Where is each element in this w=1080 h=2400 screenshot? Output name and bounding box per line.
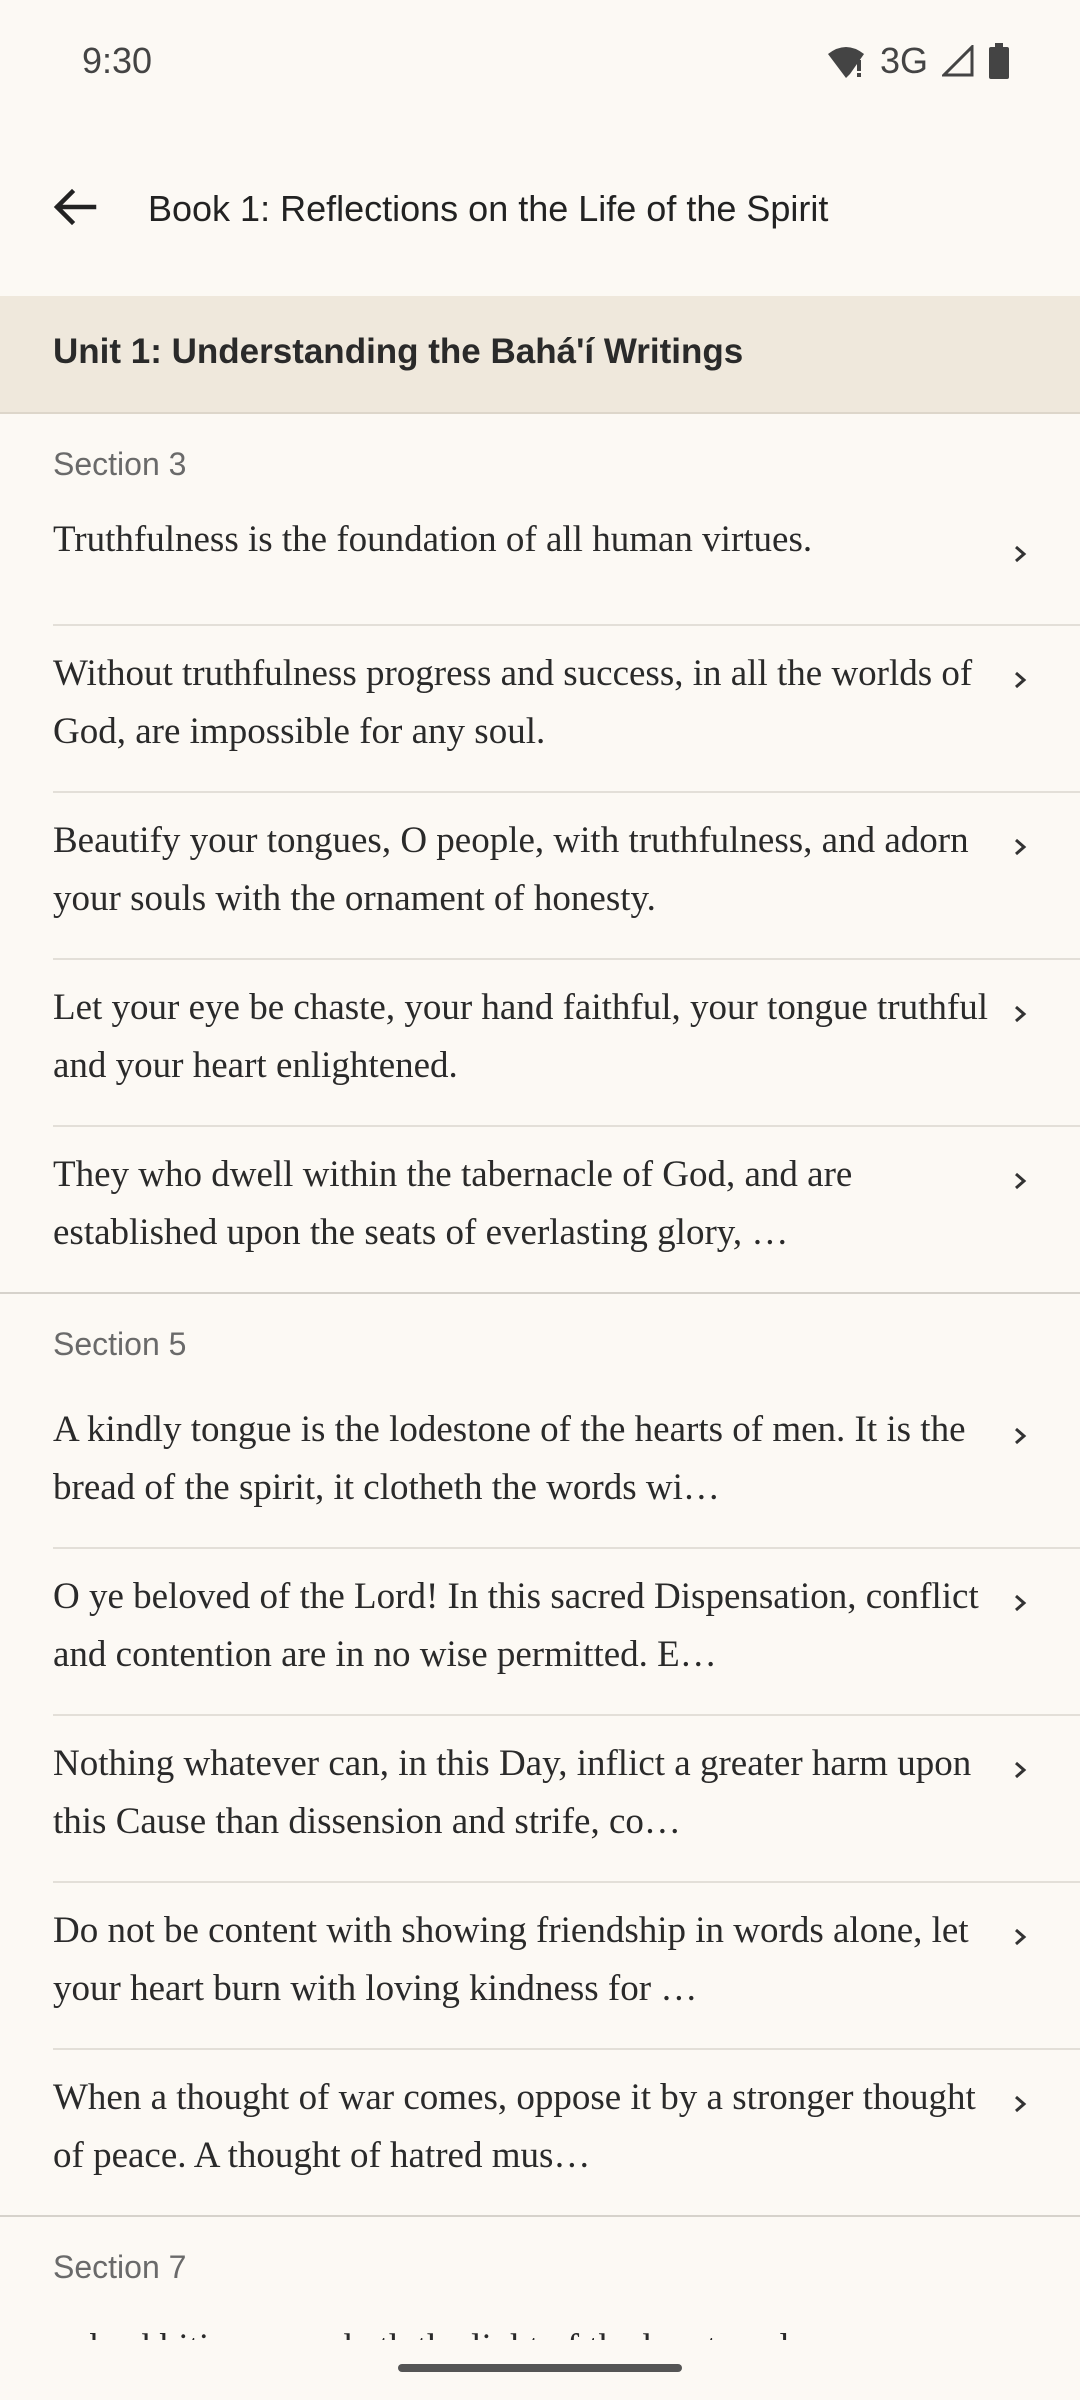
signal-icon bbox=[942, 45, 974, 77]
network-type: 3G bbox=[879, 40, 928, 81]
chevron-right-icon bbox=[1010, 835, 1030, 859]
chevron-right-icon bbox=[1010, 1002, 1030, 1026]
list-item[interactable] bbox=[53, 1716, 1080, 1883]
chevron-right-icon bbox=[1010, 2092, 1030, 2116]
chevron-right-icon bbox=[1010, 542, 1030, 566]
list-item[interactable] bbox=[53, 1883, 1080, 2050]
unit-header bbox=[0, 296, 1080, 414]
battery-icon bbox=[988, 43, 1010, 79]
status-icons bbox=[826, 40, 1010, 82]
quote-list bbox=[0, 414, 1080, 2385]
quote-text: They who dwell within the tabernacle of God, and are established upon the seats of everlasting glory, … bbox=[53, 1154, 853, 1253]
quote-text: Without truthfulness progress and success, in all the worlds of God, are impossible for any soul. bbox=[53, 653, 973, 752]
chevron-right-icon bbox=[1010, 1424, 1030, 1448]
quote-text: Nothing whatever can, in this Day, inflict a greater harm upon this Cause than dissension and strife, co… bbox=[53, 1743, 972, 1842]
chevron-right-icon bbox=[1010, 1758, 1030, 1782]
list-item[interactable] bbox=[53, 1127, 1080, 1292]
list-item[interactable] bbox=[53, 2050, 1080, 2215]
gesture-handle[interactable] bbox=[398, 2364, 682, 2372]
chevron-right-icon bbox=[1010, 1591, 1030, 1615]
chevron-right-icon bbox=[1010, 1925, 1030, 1949]
list-item[interactable] bbox=[53, 1549, 1080, 1716]
quote-text: O ye beloved of the Lord! In this sacred Dispensation, conflict and contention are in no wise permitted. E… bbox=[53, 1576, 979, 1675]
quote-text: Truthfulness is the foundation of all human virtues. bbox=[53, 519, 813, 560]
unit-title: Unit 1: Understanding the Bahá'í Writings bbox=[53, 332, 744, 371]
quote-text: A kindly tongue is the lodestone of the hearts of men. It is the bread of the spirit, it clotheth the words wi… bbox=[53, 1409, 966, 1508]
page-title: Book 1: Reflections on the Life of the Spirit bbox=[148, 188, 829, 229]
section-3 bbox=[0, 414, 1080, 1294]
chevron-right-icon bbox=[1010, 668, 1030, 692]
quote-text: When a thought of war comes, oppose it by a stronger thought of peace. A thought of hatred mus… bbox=[53, 2077, 976, 2176]
back-button[interactable] bbox=[38, 173, 110, 245]
section-5 bbox=[0, 1294, 1080, 2217]
chevron-right-icon bbox=[1010, 1169, 1030, 1193]
list-item[interactable] bbox=[53, 960, 1080, 1127]
list-item[interactable] bbox=[53, 793, 1080, 960]
quote-text: Beautify your tongues, O people, with truthfulness, and adorn your souls with the ornament of honesty. bbox=[53, 820, 969, 919]
list-item[interactable] bbox=[53, 626, 1080, 793]
quote-text: Let your eye be chaste, your hand faithful, your tongue truthful and your heart enlightened. bbox=[53, 987, 988, 1086]
list-item[interactable] bbox=[53, 1382, 1080, 1549]
list-item[interactable] bbox=[53, 502, 1080, 626]
wifi-alert-icon bbox=[826, 44, 866, 78]
quote-text: Do not be content with showing friendship in words alone, let your heart burn with loving kindness for … bbox=[53, 1910, 969, 2009]
status-bar bbox=[0, 0, 1080, 130]
status-time: 9:30 bbox=[82, 40, 153, 81]
section-label: Section 3 bbox=[53, 446, 187, 482]
section-label: Section 7 bbox=[53, 2249, 187, 2285]
app-bar bbox=[0, 130, 1080, 296]
section-label: Section 5 bbox=[53, 1326, 187, 1362]
arrow-back-icon bbox=[50, 183, 98, 236]
